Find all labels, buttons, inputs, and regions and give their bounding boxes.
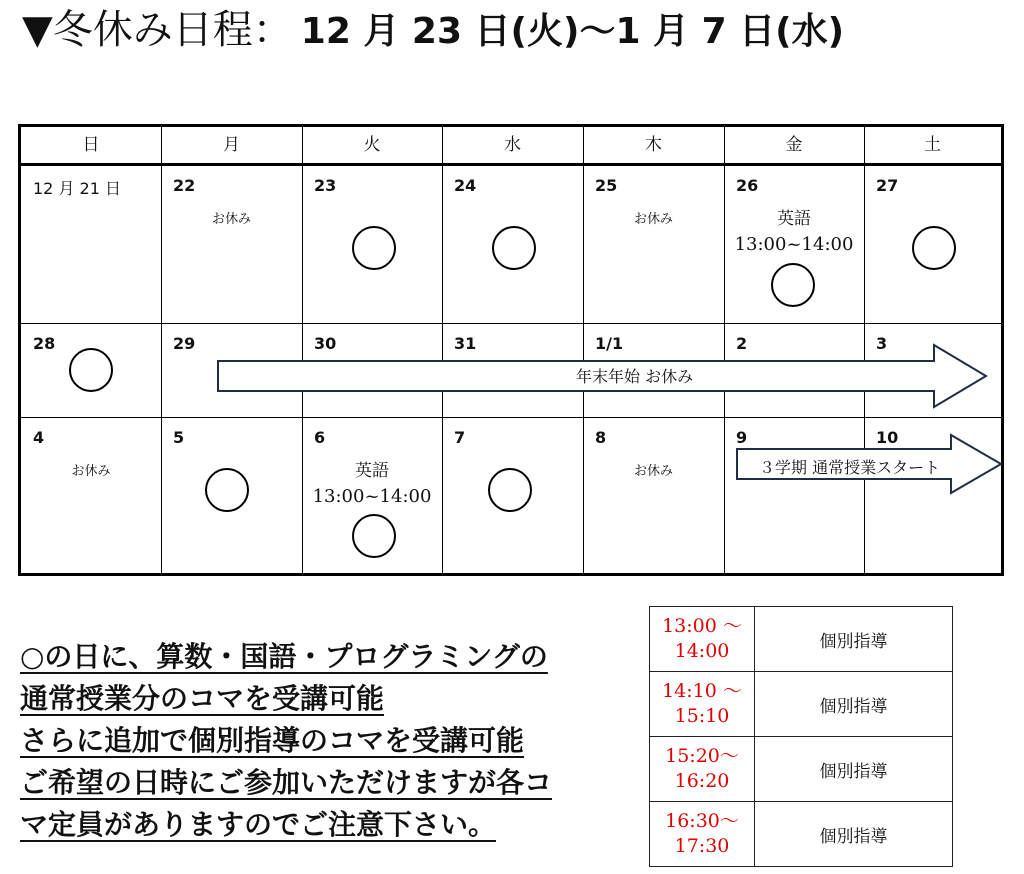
- holiday-label: お休み: [71, 464, 111, 479]
- time-slot: [650, 607, 755, 672]
- day-number: 6: [314, 428, 326, 447]
- lesson-time: 13:00~14:00: [312, 486, 432, 507]
- slot-label: 個別指導: [755, 672, 953, 737]
- note-line: 通常授業分のコマを受講可能: [20, 682, 385, 715]
- title-dates: 12 月 23 日(火)〜1 月 7 日(水): [300, 11, 845, 52]
- available-circle-icon: [488, 468, 532, 512]
- available-circle-icon: [205, 468, 249, 512]
- day-number: 29: [173, 334, 196, 353]
- note-line: ○の日に、算数・国語・プログラミングの: [20, 640, 548, 673]
- holiday-label: お休み: [633, 464, 673, 479]
- day-cell: [161, 418, 302, 573]
- day-cell: [302, 418, 442, 573]
- day-number: 30: [314, 334, 337, 353]
- timetable-row: [650, 802, 953, 867]
- available-circle-icon: [352, 226, 396, 270]
- time-end: 15:10: [674, 705, 730, 727]
- day-cell: [21, 418, 161, 573]
- weekday-mon: 月: [223, 135, 240, 155]
- timetable: [649, 606, 953, 867]
- day-number: 5: [173, 428, 185, 447]
- day-cell: [161, 166, 302, 323]
- day-number: 31: [454, 334, 477, 353]
- page-title: [22, 7, 845, 53]
- term-start-label: ３学期 通常授業スタート: [759, 458, 941, 477]
- day-number: 28: [33, 334, 56, 353]
- note-line: ご希望の日時にご参加いただけますが各コ: [20, 766, 553, 799]
- time-slot: [650, 802, 755, 867]
- day-cell: [724, 166, 864, 323]
- weekday-sat: 土: [924, 135, 941, 155]
- day-number: 10: [876, 428, 899, 447]
- day-cell: [21, 166, 161, 323]
- title-lead: ▼冬休み日程：: [22, 7, 293, 53]
- day-cell: [864, 166, 1001, 323]
- note-line: マ定員がありますのでご注意下さい。: [20, 808, 497, 841]
- timetable-row: [650, 607, 953, 672]
- day-number: 4: [33, 428, 45, 447]
- lesson-time: 13:00~14:00: [734, 234, 854, 255]
- day-number: 26: [736, 176, 759, 195]
- weekday-tue: 火: [363, 135, 381, 155]
- day-number: 22: [173, 176, 196, 195]
- available-circle-icon: [912, 226, 956, 270]
- weekday-wed: 水: [504, 135, 521, 155]
- day-number: 1/1: [595, 334, 624, 353]
- time-start: 14:10 ～: [662, 680, 742, 702]
- day-number: 7: [454, 428, 466, 447]
- day-cell: [21, 324, 161, 417]
- day-number: 25: [595, 176, 618, 195]
- day-number: 12 月 21 日: [33, 179, 121, 198]
- available-circle-icon: [771, 263, 815, 307]
- time-slot: [650, 672, 755, 737]
- time-end: 14:00: [674, 640, 730, 662]
- new-year-holiday-label: 年末年始 お休み: [576, 367, 694, 386]
- day-cell: [442, 166, 583, 323]
- time-end: 17:30: [674, 835, 730, 857]
- lesson-subject: 英語: [777, 209, 811, 229]
- day-number: 8: [595, 428, 607, 447]
- holiday-label: お休み: [211, 212, 251, 227]
- day-number: 24: [454, 176, 477, 195]
- note-block: [20, 636, 640, 846]
- day-number: 2: [736, 334, 748, 353]
- day-cell: [442, 418, 583, 573]
- weekday-sun: 日: [82, 135, 100, 155]
- time-start: 13:00 ～: [662, 615, 742, 637]
- available-circle-icon: [69, 348, 113, 392]
- calendar-grid: [18, 124, 1004, 576]
- time-end: 16:20: [674, 770, 730, 792]
- slot-label: 個別指導: [755, 802, 953, 867]
- weekday-fri: 金: [785, 135, 803, 155]
- time-start: 15:20～: [665, 745, 739, 767]
- slot-label: 個別指導: [755, 607, 953, 672]
- note-line: さらに追加で個別指導のコマを受講可能: [20, 724, 525, 757]
- holiday-label: お休み: [633, 212, 673, 227]
- weekday-header: [21, 127, 1001, 166]
- time-slot: [650, 737, 755, 802]
- lesson-subject: 英語: [355, 461, 389, 481]
- weekday-thu: 木: [645, 135, 662, 155]
- time-start: 16:30～: [665, 810, 739, 832]
- available-circle-icon: [492, 226, 536, 270]
- slot-label: 個別指導: [755, 737, 953, 802]
- day-cell: [583, 418, 724, 573]
- day-cell: [302, 166, 442, 323]
- day-number: 9: [736, 428, 748, 447]
- day-number: 27: [876, 176, 899, 195]
- timetable-row: [650, 672, 953, 737]
- day-cell: [583, 166, 724, 323]
- day-number: 3: [876, 334, 888, 353]
- timetable-row: [650, 737, 953, 802]
- available-circle-icon: [352, 514, 396, 558]
- day-number: 23: [314, 176, 337, 195]
